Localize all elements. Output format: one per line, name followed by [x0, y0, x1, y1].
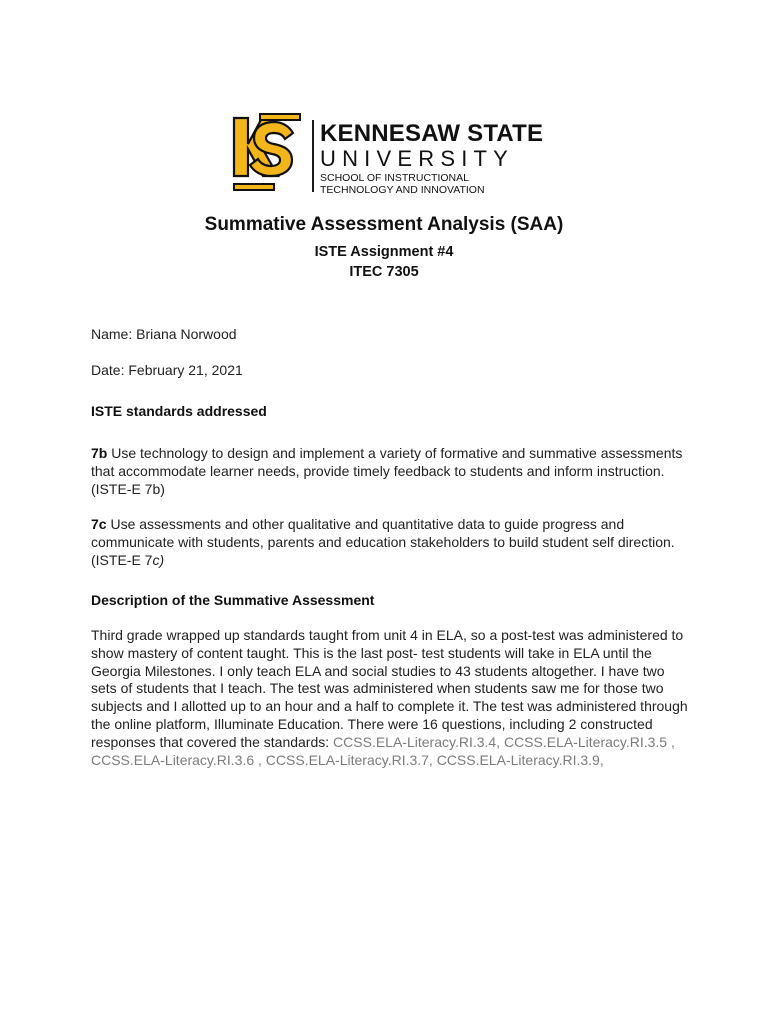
description-standards-list: CCSS.ELA-Literacy.RI.3.4, CCSS.ELA-Literacy.RI.3.5 , CCSS.ELA-Literacy.RI.3.6 , CCSS.ELA-Literacy.RI.3.7, CCSS.ELA-Literacy.RI.3.9,	[91, 733, 675, 768]
university-logo	[230, 112, 550, 202]
date-field	[91, 362, 691, 380]
logo-wordmark-name: KENNESAW STATE	[320, 120, 544, 147]
standard-7c-paragraph	[91, 516, 691, 569]
description-heading: Description of the Summative Assessment	[91, 592, 375, 608]
logo-school-name	[320, 172, 485, 196]
description-text: Third grade wrapped up standards taught from unit 4 in ELA, so a post-test was administered to show mastery of content taught. This is the last post- test students will take in ELA until the Georgia Milestones. I only teach ELA and social studies to 43 students altogether. I have two sets of students that I teach. The test was administered when students saw me for those two subjects and I allotted up to an hour and a half to complete it. The test was administered through the online platform, Illuminate Education. There were 16 questions, including 2 constructed responses that covered the standards:	[91, 627, 688, 750]
name-value: Briana Norwood	[136, 326, 237, 342]
course-subtitle: ITEC 7305	[349, 264, 419, 280]
assignment-subtitle: ISTE Assignment #4	[314, 244, 454, 260]
standard-7b-code: 7b	[91, 445, 108, 461]
logo-wordmark-university: UNIVERSITY	[320, 146, 515, 171]
logo-school-line2: TECHNOLOGY AND INNOVATION	[320, 184, 485, 196]
logo-divider	[312, 120, 314, 192]
name-label: Name:	[91, 326, 137, 342]
ksu-monogram-icon	[230, 112, 304, 192]
date-label: Date:	[91, 362, 129, 378]
logo-school-line1: SCHOOL OF INSTRUCTIONAL	[320, 172, 469, 184]
iste-standards-heading: ISTE standards addressed	[91, 403, 267, 419]
standard-7b-paragraph	[91, 445, 691, 498]
description-paragraph	[91, 627, 691, 769]
name-field	[91, 326, 691, 344]
standard-7c-italic: c)	[152, 551, 165, 568]
standard-7c-code: 7c	[91, 516, 107, 532]
date-value: February 21, 2021	[128, 362, 243, 378]
standard-7b-text: Use technology to design and implement a variety of formative and summative assessments that accommodate learner needs, provide timely feedback to students and inform instruction. (ISTE-E 7b)	[91, 445, 683, 497]
standard-7c-text: Use assessments and other qualitative and quantitative data to guide progress and communicate with students, parents and education stakeholders to build student self direction. (ISTE-E 7	[91, 516, 675, 568]
document-title: Summative Assessment Analysis (SAA)	[204, 214, 564, 235]
